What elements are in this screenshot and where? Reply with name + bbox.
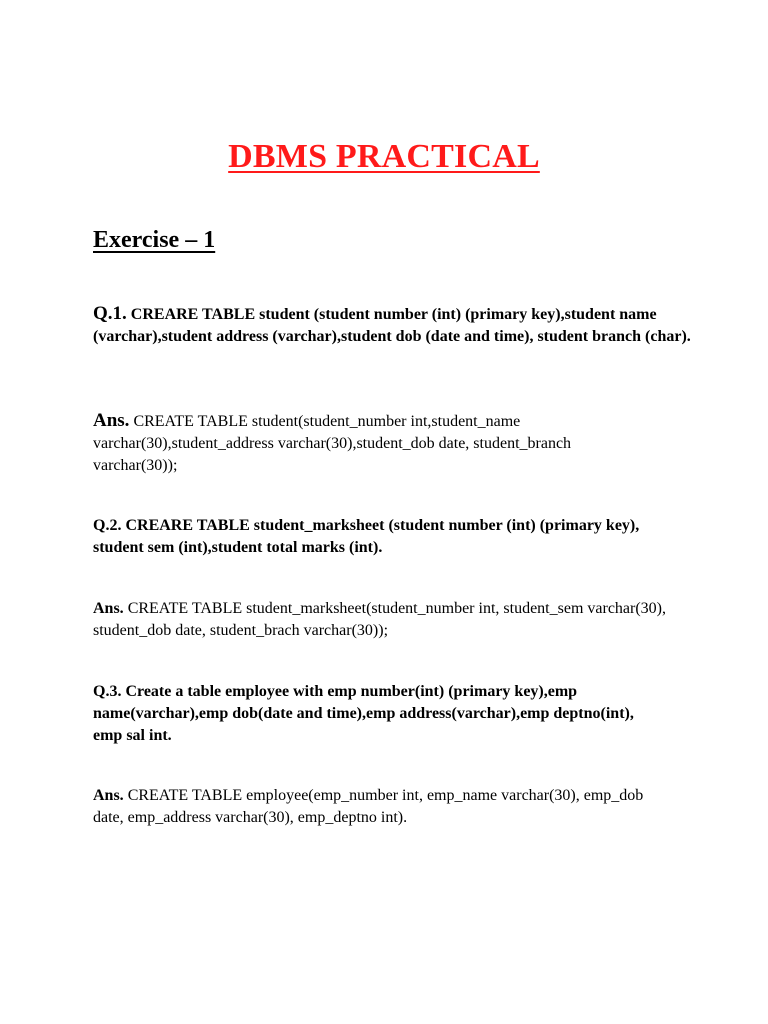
answer-2 xyxy=(93,598,673,642)
question-3 xyxy=(93,681,653,747)
answer-2-prefix: Ans. xyxy=(93,600,124,617)
question-2-prefix: Q.2. xyxy=(93,517,122,534)
question-2-text: CREARE TABLE student_marksheet (student number (int) (primary key), student sem (int),student total marks (int). xyxy=(93,517,640,556)
answer-1-text: CREATE TABLE student(student_number int,student_name varchar(30),student_address varchar(30),student_dob date, student_branch varchar(30)); xyxy=(93,413,572,474)
answer-2-text: CREATE TABLE student_marksheet(student_number int, student_sem varchar(30), student_dob date, student_brach varchar(30)); xyxy=(93,600,666,639)
page-title: DBMS PRACTICAL xyxy=(228,138,540,175)
answer-3-prefix: Ans. xyxy=(93,787,124,804)
question-3-text: Create a table employee with emp number(int) (primary key),emp name(varchar),emp dob(date and time),emp address(varchar),emp deptno(int), emp sal int. xyxy=(93,683,634,744)
question-3-prefix: Q.3. xyxy=(93,683,122,700)
question-2 xyxy=(93,515,683,559)
answer-3-text: CREATE TABLE employee(emp_number int, emp_name varchar(30), emp_dob date, emp_address varchar(30), emp_deptno int). xyxy=(93,787,644,826)
question-1 xyxy=(93,303,693,348)
answer-3 xyxy=(93,785,663,829)
question-1-text: CREARE TABLE student (student number (int) (primary key),student name (varchar),student address (varchar),student dob (date and time), student branch (char). xyxy=(93,306,691,345)
question-1-prefix: Q.1. xyxy=(93,303,127,324)
answer-1 xyxy=(93,410,653,477)
answer-1-prefix: Ans. xyxy=(93,410,130,431)
exercise-heading: Exercise – 1 xyxy=(93,227,216,253)
